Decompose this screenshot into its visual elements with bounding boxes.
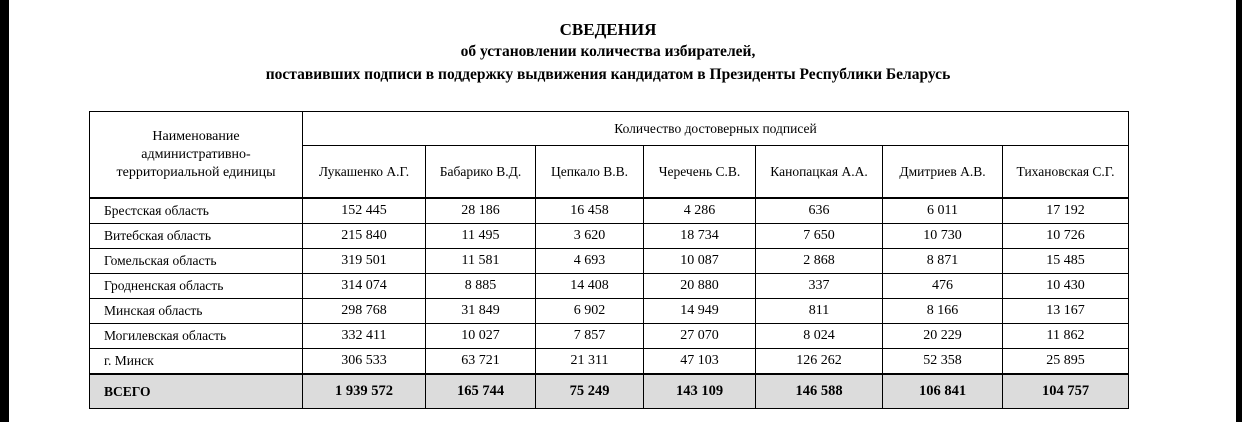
signature-count-cell: 8 024 (756, 324, 883, 349)
signature-count-cell: 52 358 (883, 349, 1003, 375)
signature-count-cell: 4 693 (536, 249, 644, 274)
table-row (90, 349, 1129, 375)
table-row (90, 299, 1129, 324)
total-count-cell: 104 757 (1003, 374, 1129, 409)
region-name-cell: Гомельская область (90, 249, 303, 274)
signature-count-cell: 18 734 (644, 224, 756, 249)
signature-count-cell: 11 581 (426, 249, 536, 274)
signature-count-cell: 21 311 (536, 349, 644, 375)
signature-count-cell: 10 430 (1003, 274, 1129, 299)
signature-count-cell: 4 286 (644, 198, 756, 224)
region-name-cell: Минская область (90, 299, 303, 324)
region-name-cell: Гродненская область (90, 274, 303, 299)
signature-count-cell: 8 885 (426, 274, 536, 299)
candidate-column-header: Лукашенко А.Г. (303, 146, 426, 199)
signature-count-cell: 3 620 (536, 224, 644, 249)
right-edge-bar (1236, 0, 1242, 422)
candidate-column-header: Тихановская С.Г. (1003, 146, 1129, 199)
signature-count-cell: 11 495 (426, 224, 536, 249)
signature-count-cell: 6 011 (883, 198, 1003, 224)
signature-count-cell: 14 408 (536, 274, 644, 299)
candidate-column-header: Дмитриев А.В. (883, 146, 1003, 199)
signature-count-cell: 28 186 (426, 198, 536, 224)
signature-count-cell: 476 (883, 274, 1003, 299)
total-count-cell: 143 109 (644, 374, 756, 409)
signature-count-cell: 215 840 (303, 224, 426, 249)
signature-count-cell: 126 262 (756, 349, 883, 375)
candidate-column-header: Черечень С.В. (644, 146, 756, 199)
region-name-cell: г. Минск (90, 349, 303, 375)
candidate-column-header: Цепкало В.В. (536, 146, 644, 199)
candidate-column-header: Канопацкая А.А. (756, 146, 883, 199)
signature-count-cell: 7 857 (536, 324, 644, 349)
signature-count-cell: 14 949 (644, 299, 756, 324)
signature-count-cell: 636 (756, 198, 883, 224)
candidate-column-header: Бабарико В.Д. (426, 146, 536, 199)
signature-count-cell: 6 902 (536, 299, 644, 324)
signature-count-cell: 332 411 (303, 324, 426, 349)
signature-count-cell: 11 862 (1003, 324, 1129, 349)
signature-count-cell: 20 229 (883, 324, 1003, 349)
document-title: СВЕДЕНИЯ (559, 20, 657, 39)
total-count-cell: 146 588 (756, 374, 883, 409)
region-column-header (90, 112, 303, 199)
signature-count-cell: 47 103 (644, 349, 756, 375)
total-count-cell: 1 939 572 (303, 374, 426, 409)
left-edge-bar (0, 0, 9, 422)
signature-count-cell: 20 880 (644, 274, 756, 299)
table-row (90, 249, 1129, 274)
signature-count-cell: 10 027 (426, 324, 536, 349)
table-row (90, 198, 1129, 224)
signature-count-cell: 13 167 (1003, 299, 1129, 324)
signature-count-cell: 8 871 (883, 249, 1003, 274)
total-count-cell: 75 249 (536, 374, 644, 409)
table-row (90, 324, 1129, 349)
region-name-cell: Витебская область (90, 224, 303, 249)
signature-count-cell: 10 087 (644, 249, 756, 274)
signature-count-cell: 314 074 (303, 274, 426, 299)
signature-count-cell: 811 (756, 299, 883, 324)
table-row (90, 274, 1129, 299)
signature-count-cell: 15 485 (1003, 249, 1129, 274)
table-row (90, 224, 1129, 249)
signature-count-cell: 2 868 (756, 249, 883, 274)
total-count-cell: 165 744 (426, 374, 536, 409)
signature-count-cell: 27 070 (644, 324, 756, 349)
signature-count-cell: 10 730 (883, 224, 1003, 249)
signature-count-cell: 25 895 (1003, 349, 1129, 375)
signature-count-cell: 17 192 (1003, 198, 1129, 224)
signature-count-cell: 152 445 (303, 198, 426, 224)
signature-count-cell: 319 501 (303, 249, 426, 274)
signature-count-cell: 63 721 (426, 349, 536, 375)
total-label-cell: ВСЕГО (90, 374, 303, 409)
signature-count-cell: 16 458 (536, 198, 644, 224)
signature-count-cell: 298 768 (303, 299, 426, 324)
document-subtitle-line1: об установлении количества избирателей, (460, 43, 756, 60)
total-row (90, 374, 1129, 409)
signature-count-cell: 337 (756, 274, 883, 299)
region-column-header-label: Наименование административно-территориальной единицы (116, 128, 276, 180)
signatures-table (89, 111, 1129, 409)
signature-count-cell: 306 533 (303, 349, 426, 375)
signature-count-cell: 8 166 (883, 299, 1003, 324)
signature-count-cell: 7 650 (756, 224, 883, 249)
total-count-cell: 106 841 (883, 374, 1003, 409)
region-name-cell: Могилевская область (90, 324, 303, 349)
signature-count-cell: 31 849 (426, 299, 536, 324)
document-subtitle-line2: поставивших подписи в поддержку выдвижения кандидатом в Президенты Республики Беларусь (265, 66, 951, 83)
region-name-cell: Брестская область (90, 198, 303, 224)
signature-count-cell: 10 726 (1003, 224, 1129, 249)
valid-signatures-group-header: Количество достоверных подписей (303, 112, 1129, 146)
